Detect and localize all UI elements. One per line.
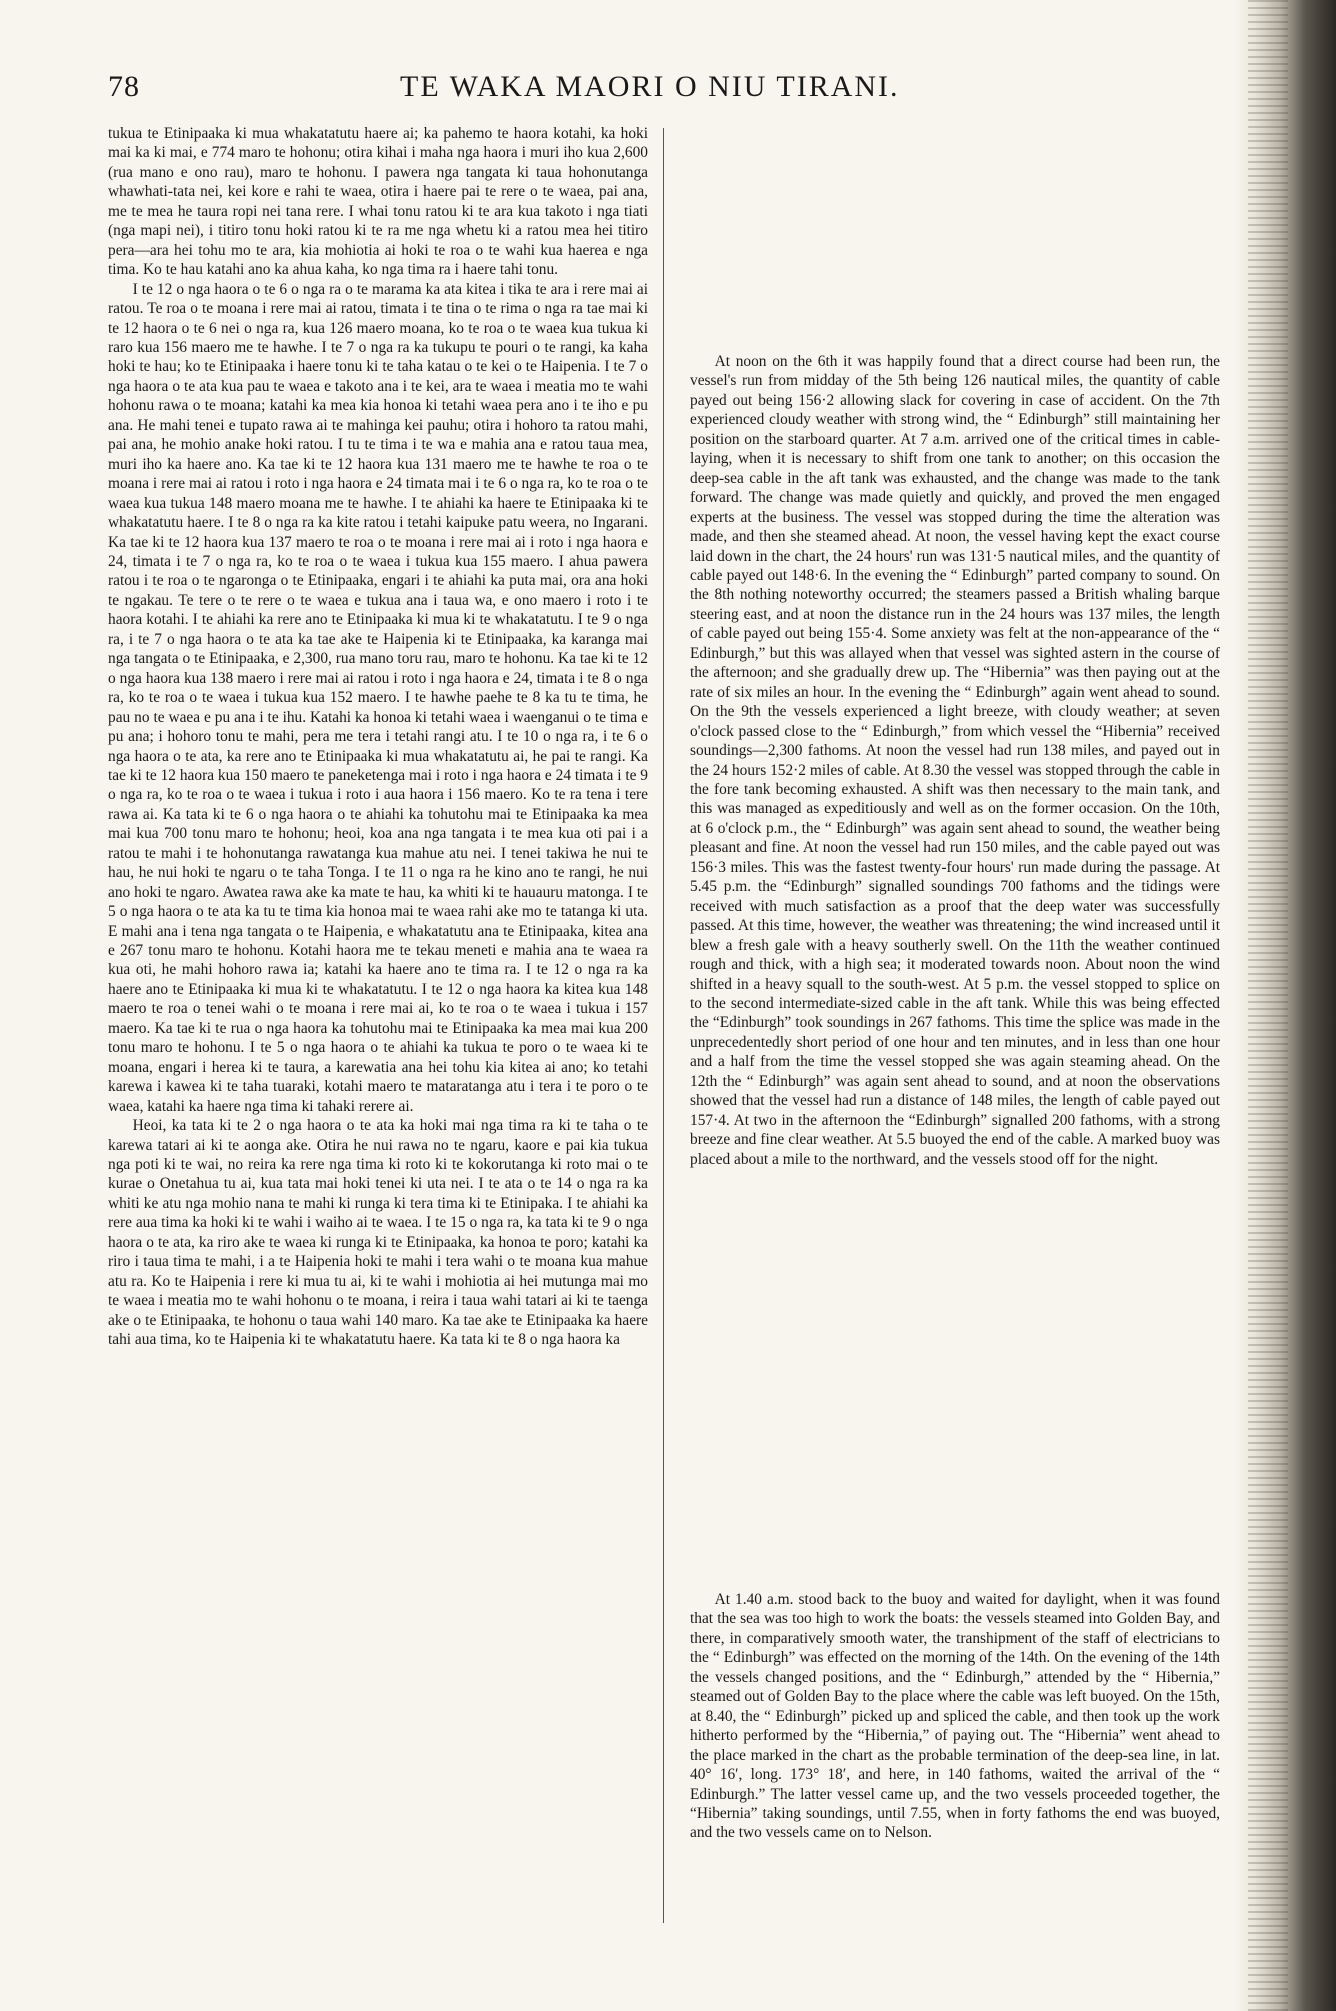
maori-paragraph: Heoi, ka tata ki te 2 o nga haora o te ata ka hoki mai nga tima ra ki te taha o te karewa tatari ai ki te aonga ake. Otira he nui rawa no te ngaru, kaore e pai kia tukua nga poti ki te wai, no reira ka rere nga tima ki roto ki te kokorutanga ki roto mai o te kurae o Onetahua tu ai, kua tata mai hoki tenei ki uta nei. I te ata o te 14 o nga ra ka whiti ke atu nga mohio nana te mahi ki runga ki tera tima ki te Etinipaka. I te ahiahi ka rere aua tima ka hoki ki te wahi i waiho ai te waea. I te 15 o nga ra, ka tata ki te 9 o nga haora o te ata, ka riro ake te waea ki runga ki te Etinipaaka, ka honoa te poro; katahi ka riro i taua tima te mahi, i a te Haipenia hoki te mahi i tera wahi o te moana kua mahue atu ra. Ko te Haipenia i rere ki mua tu ai, ki te wahi i mohiotia ai hei mutunga mai mo te waea i meatia mo te wahi hohonu o te moana, i reira i taua wahi tatari ai ki te taenga ake o te Etinipaaka, te hohonu o taua wahi 140 maro. Ka tae ake te Etinipaaka ka haere tahi aua tima, ko te Haipenia ki te whakatatutu haere. Ka tata ki te 8 o nga haora ka: [108, 1117, 648, 1349]
running-head: TE WAKA MAORI O NIU TIRANI.: [400, 70, 900, 103]
english-text-column-upper: [690, 352, 1220, 1512]
english-text-column-lower: [690, 1590, 1220, 1920]
maori-paragraph: I te 12 o nga haora o te 6 o nga ra o te marama ka ata kitea i tika te ara i rere mai ai ratou. Te roa o te moana i rere mai ai ratou, timata i te tina o te rima o nga ra tae mai ki te 12 haora o te 6 nei o nga ra, kua 126 maero moana, ko te roa o te waea kua tukua ki raro kua 156 maero me te hawhe. I te 7 o nga ra ka tukupu te pouri o te rangi, ka kaha hoki te hau; ko te Etinipaaka i haere tonu ki te taha katau o te kei o te Haipenia. I te 7 o nga haora o te ata kua pau te waea e takoto ana i te kei, ara te waea i meatia mo te wahi hohonu rawa o te moana; katahi ka mea kia honoa ki tetahi waea pera ano i te iho e pu ana. He mahi tenei e tupato rawa ai te mahinga kei pauhu; otira i hohoro ta ratou mahi, pai ana, he mohio anake hoki ratou. I tu te tima i te wa e mahia ana e ratou taua mea, muri iho ka haere ano. Ka tae ki te 12 haora kua 131 maero me te hawhe te roa o te moana i rere mai ai ratou i roto i nga haora e 24 timata mai i te 6 o nga ra, ko te roa o te waea kua tukua 148 maero moana me te hawhe. I te ahiahi ka haere te Etinipaaka ki te whakatatutu haere. I te 8 o nga ra ka kite ratou i tetahi kaipuke patu weera, no Ingarani. Ka tae ki te 12 haora kua 137 maero te roa o te moana i rere mai ai i roto i nga haora e 24, timata i te 7 o nga ra, ko te roa o te waea i tukua kua 155 maero. I ahua pawera ratou i te roa o te ngaronga o te Etinipaaka, engari i te ahiahi ka puta mai, ora ana hoki te ngakau. Te tere o te rere o te waea e tukua ana i taua wa, e ono maero i roto i te haora kotahi. I te ahiahi ka rere ano te Etinipaaka ki mua ki te whakatatutu. I te 9 o nga ra, i te 7 o nga haora o te ata ka tae ake te Haipenia ki te Etinipaaka, ka karanga mai nga tangata o te Etinipaaka, e 2,300, rua mano toru rau, maro te hohonu. Ka tae ki te 12 o nga haora kua 138 maero i rere mai ai ratou i roto i nga haora e 24, timata i te 8 o nga ra, ko te roa o te waea i tukua kua 152 maero. I te hawhe paehe te 8 ka tu te tima, he pau no te waea e pu ana i te ihu. Katahi ka honoa ki tetahi waea i waenganui o te tima e pu ana; i hohoro tonu te mahi, pera me tera i tetahi rangi atu. I te 10 o nga ra, i te 6 o nga haora o te ata, ka rere ano te Etinipaaka ki mua whakatatutu ai, he pai te rangi. Ka tae ki te 12 haora kua 150 maero te paneketenga mai i roto i nga haora e 24 timata i te 9 o nga ra, ko te roa o te waea i tukua i roto i aua haora i 156 maero. Ko te ra tena i tere rawa ai. Ka tata ki te 6 o nga haora o te ahiahi ka tohutohu mai te Etinipaaka ka mea mai kua 700 tonu maro te hohonu; heoi, koa ana nga tangata i te mea kua oti pai i a ratou te mahi i te hohonutanga rawatanga kua mahue atu nei. I tenei takiwa he nui te hau, he nui hoki te ngaru o te taha Tonga. I te 11 o nga ra he kino ano te rangi, he nui ano hoki te ngaro. Awatea rawa ake ka mate te hau, ka whiti ki te hauauru matonga. I te 5 o nga haora o te ata ka tu te tima kia honoa mai te waea rahi ake mo te tatanga ki uta. E mahi ana i tena nga tangata o te Haipenia, e whakatatutu ana te Etinipaaka, kitea ana e 267 tonu maro te hohonu. Kotahi haora me te tekau meneti e mahia ana te waea ra kua oti, he mahi hohoro rawa ia; katahi ka haere ano te tima ra. I te 12 o nga ra ka haere ano te Etinipaaka ki mua ki te whakatatutu. I te 12 o nga haora ka kitea kua 148 maero te roa o tenei wahi o te moana i rere mai ai, ko te roa o te waea i tukua i 157 maero. Ka tae ki te rua o nga haora ka tohutohu mai te Etinipaaka ka mea mai kua 200 tonu maro te hohonu. I te 5 o nga haora o te ahiahi ka tukua te poro o te waea ki te moana, engari i herea ki te taura, a karewatia ana hei tohu kia kitea ai ano; ko tetahi karewa i kawea ki te taha tuaraki, kotahi maero te mataratanga atu i tera i te poro o te waea, katahi ka haere nga tima ki tahaki rerere ai.: [108, 280, 648, 1115]
english-paragraph: At noon on the 6th it was happily found that a direct course had been run, the vessel's run from midday of the 5th being 126 nautical miles, the quantity of cable payed out being 156·2 allowing slack for covering in case of accident. On the 7th experienced cloudy weather with strong wind, the “ Edinburgh” still maintaining her position on the starboard quarter. At 7 a.m. arrived one of the critical times in cable-laying, when it is necessary to shift from one tank to another; on this occasion the deep-sea cable in the aft tank was exhausted, and the change was made to the tank forward. The change was made quietly and quickly, and proved the men engaged experts at the business. The vessel was stopped during the time the alteration was made, and then she steamed ahead. At noon, the vessel having kept the exact course laid down in the chart, the 24 hours' run was 131·5 nautical miles, and the quantity of cable payed out 148·6. In the evening the “ Edinburgh” parted company to sound. On the 8th nothing noteworthy occurred; the steamers passed a British whaling barque steering east, and at noon the distance run in the 24 hours was 137 miles, the length of cable payed out being 155·4. Some anxiety was felt at the non-appearance of the “ Edinburgh,” but this was allayed when that vessel was sighted astern in the course of the afternoon; and she gradually drew up. The “Hibernia” was then paying out at the rate of six miles an hour. In the evening the “ Edinburgh” again went ahead to sound. On the 9th the vessels experienced a light breeze, with cloudy weather; at seven o'clock passed close to the “ Edinburgh,” from which vessel the “Hibernia” received soundings—2,300 fathoms. At noon the vessel had run 138 miles, and payed out in the 24 hours 152·2 miles of cable. At 8.30 the vessel was stopped through the cable in the fore tank becoming exhausted. A shift was then necessary to the main tank, and this was managed as expeditiously and well as on the former occasion. On the 10th, at 6 o'clock p.m., the “ Edinburgh” was again sent ahead to sound, the weather being pleasant and fine. At noon the vessel had run 150 miles, and the cable payed out was 156·3 miles. This was the fastest twenty-four hours' run made during the passage. At 5.45 p.m. the “Edinburgh” signalled soundings 700 fathoms and the tidings were received with much satisfaction as a proof that the deep water was successfully passed. At this time, however, the weather was threatening; the wind increased until it blew a fresh gale with a heavy southerly swell. On the 11th the weather continued rough and thick, with a high sea; it moderated towards noon. About noon the wind shifted in a heavy squall to the south-west. At 5 p.m. the vessel stopped to splice on to the second intermediate-sized cable in the aft tank. While this was being effected the “Edinburgh” took soundings in 267 fathoms. This time the splice was made in the unprecedentedly short period of one hour and ten minutes, and in less than one hour and a half from the time the vessel stopped she was again steaming ahead. On the 12th the “ Edinburgh” was again sent ahead to sound, and at noon the observations showed that the vessel had run a distance of 148 miles, the length of cable payed out 157·4. At two in the afternoon the “Edinburgh” signalled 200 fathoms, with a strong breeze and fine clear weather. At 5.5 buoyed the end of the cable. A marked buoy was placed about a mile to the northward, and the vessels stood off for the night.: [690, 353, 1220, 1168]
english-paragraph: At 1.40 a.m. stood back to the buoy and waited for daylight, when it was found that the sea was too high to work the boats: the vessels steamed into Golden Bay, and there, in comparatively smooth water, the transhipment of the staff of electricians to the “ Edinburgh” was effected on the morning of the 14th. On the evening of the 14th the vessels changed positions, and the “ Edinburgh,” attended by the “ Hibernia,” steamed out of Golden Bay to the place where the cable was left buoyed. On the 15th, at 8.40, the “ Edinburgh” picked up and spliced the cable, and then took up the work hitherto performed by the “Hibernia,” of paying out. The “Hibernia” went ahead to the place marked in the chart as the probable termination of the deep-sea line, in lat. 40° 16′, long. 173° 18′, and here, in 140 fathoms, waited the arrival of the “ Edinburgh.” The latter vessel came up, and the two vessels proceeded together, the “Hibernia” taking soundings, until 7.55, when in forty fathoms the end was buoyed, and the two vessels came on to Nelson.: [690, 1591, 1220, 1842]
maori-text-column: [108, 124, 648, 1944]
column-divider: [663, 128, 664, 1923]
maori-paragraph: tukua te Etinipaaka ki mua whakatatutu haere ai; ka pahemo te haora kotahi, ka hoki mai ka ki mai, e 774 maro te hohonu; otira kihai i maha nga haora i muri iho kua 2,600 (rua mano e ono rau), maro te hohonu. I pawera nga tangata ki taua hohonutanga whawhati-tata nei, kei kore e rahi te waea, otira i haere pai te rere o te waea, pai ana, me te mea he taura ropi nei tana rere. I whai tonu ratou ki te ara kua takoto i nga tiati (nga mapi nei), i titiro tonu hoki ratou ki te ra me nga whetu ki a ratou mea hei titiro pera—ara hei tohu mo te ara, kia mohiotia ai hoki te roa o te wahi kua haerea e nga tima. Ko te hau katahi ano ka ahua kaha, ko nga tima ra i haere tahi tonu.: [108, 125, 648, 279]
page-number: 78: [108, 70, 140, 103]
page-edge-texture: [1248, 0, 1288, 2011]
